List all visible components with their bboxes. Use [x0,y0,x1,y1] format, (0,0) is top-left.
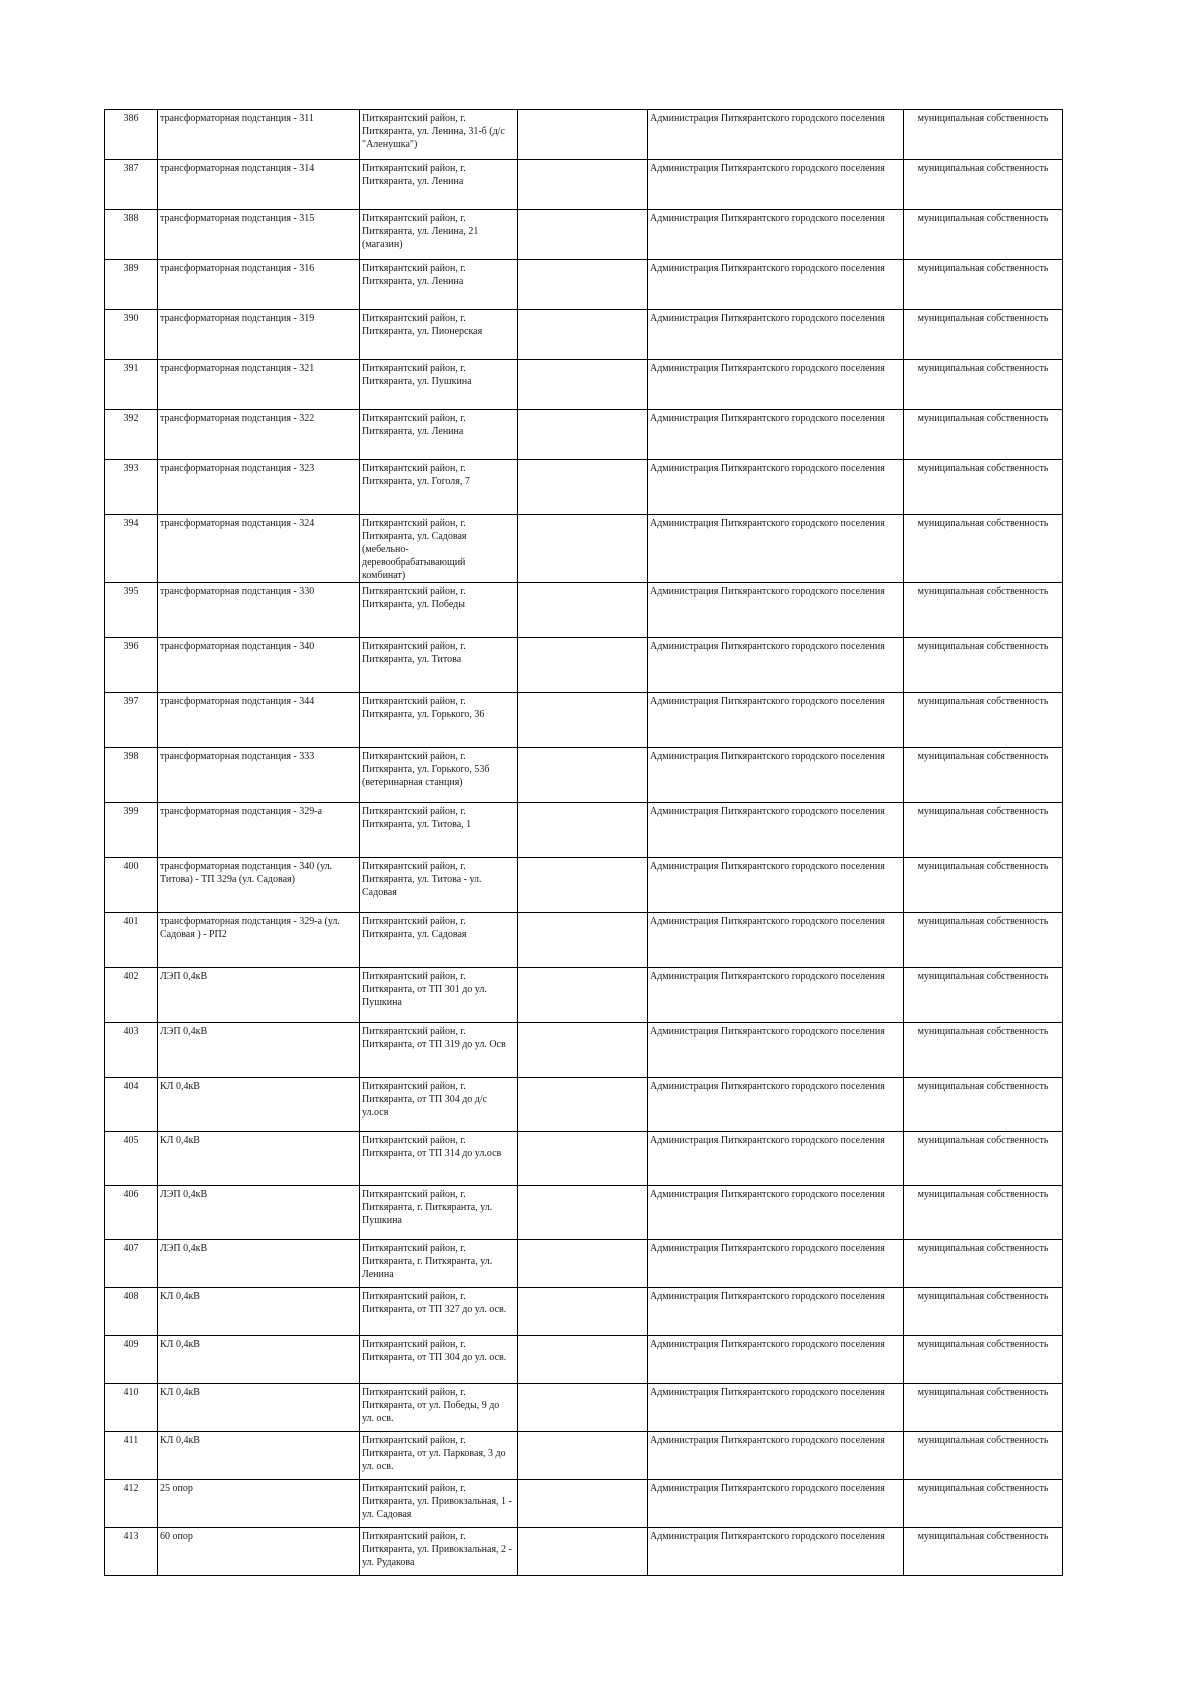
row-number-cell: 410 [105,1384,158,1432]
object-name-cell: ЛЭП 0,4кВ [158,968,360,1023]
characteristics-cell [518,360,648,410]
table-row [105,913,1063,968]
table-row [105,360,1063,410]
table-row [105,748,1063,803]
row-number-cell: 387 [105,160,158,210]
object-name-cell: 25 опор [158,1480,360,1528]
table-row [105,1023,1063,1078]
ownership-cell: муниципальная собственность [904,260,1063,310]
table-row [105,460,1063,515]
characteristics-cell [518,515,648,583]
address-cell: Питкярантский район, г. Питкяранта, ул. Пионерская [360,310,518,360]
holder-cell: Администрация Питкярантского городского поселения [648,858,904,913]
address-cell: Питкярантский район, г. Питкяранта, от ТП 304 до ул. осв. [360,1336,518,1384]
object-name-cell: ЛЭП 0,4кВ [158,1023,360,1078]
holder-cell: Администрация Питкярантского городского поселения [648,1240,904,1288]
characteristics-cell [518,858,648,913]
holder-cell: Администрация Питкярантского городского поселения [648,913,904,968]
ownership-cell: муниципальная собственность [904,583,1063,638]
ownership-cell: муниципальная собственность [904,858,1063,913]
characteristics-cell [518,260,648,310]
object-name-cell: трансформаторная подстанция - 329-а (ул. Садовая ) - РП2 [158,913,360,968]
characteristics-cell [518,1336,648,1384]
holder-cell: Администрация Питкярантского городского поселения [648,638,904,693]
address-cell: Питкярантский район, г. Питкяранта, ул. Ленина [360,410,518,460]
table-row [105,110,1063,160]
table-row [105,1336,1063,1384]
object-name-cell: трансформаторная подстанция - 330 [158,583,360,638]
ownership-cell: муниципальная собственность [904,968,1063,1023]
ownership-cell: муниципальная собственность [904,1432,1063,1480]
ownership-cell: муниципальная собственность [904,515,1063,583]
characteristics-cell [518,1186,648,1240]
ownership-cell: муниципальная собственность [904,360,1063,410]
ownership-cell: муниципальная собственность [904,110,1063,160]
address-cell: Питкярантский район, г. Питкяранта, г. Питкяранта, ул. Пушкина [360,1186,518,1240]
table-row [105,160,1063,210]
row-number-cell: 397 [105,693,158,748]
row-number-cell: 411 [105,1432,158,1480]
address-cell: Питкярантский район, г. Питкяранта, от ТП 319 до ул. Осв [360,1023,518,1078]
table-row [105,1240,1063,1288]
address-cell: Питкярантский район, г. Питкяранта, ул. Гоголя, 7 [360,460,518,515]
holder-cell: Администрация Питкярантского городского поселения [648,1186,904,1240]
row-number-cell: 404 [105,1078,158,1132]
row-number-cell: 398 [105,748,158,803]
address-cell: Питкярантский район, г. Питкяранта, от ул. Победы, 9 до ул. осв. [360,1384,518,1432]
address-cell: Питкярантский район, г. Питкяранта, от ТП 301 до ул. Пушкина [360,968,518,1023]
holder-cell: Администрация Питкярантского городского поселения [648,310,904,360]
characteristics-cell [518,913,648,968]
characteristics-cell [518,748,648,803]
holder-cell: Администрация Питкярантского городского поселения [648,803,904,858]
table-row [105,583,1063,638]
holder-cell: Администрация Питкярантского городского поселения [648,1480,904,1528]
holder-cell: Администрация Питкярантского городского поселения [648,1384,904,1432]
ownership-cell: муниципальная собственность [904,1132,1063,1186]
address-cell: Питкярантский район, г. Питкяранта, ул. Победы [360,583,518,638]
holder-cell: Администрация Питкярантского городского поселения [648,693,904,748]
table-row [105,1432,1063,1480]
table-row [105,1132,1063,1186]
holder-cell: Администрация Питкярантского городского поселения [648,1528,904,1576]
characteristics-cell [518,310,648,360]
address-cell: Питкярантский район, г. Питкяранта, г. Питкяранта, ул. Ленина [360,1240,518,1288]
object-name-cell: трансформаторная подстанция - 323 [158,460,360,515]
characteristics-cell [518,583,648,638]
characteristics-cell [518,1078,648,1132]
address-cell: Питкярантский район, г. Питкяранта, ул. Привокзальная, 2 - ул. Рудакова [360,1528,518,1576]
table-row [105,1078,1063,1132]
characteristics-cell [518,968,648,1023]
row-number-cell: 395 [105,583,158,638]
object-name-cell: КЛ 0,4кВ [158,1432,360,1480]
table-row [105,1528,1063,1576]
characteristics-cell [518,1132,648,1186]
holder-cell: Администрация Питкярантского городского поселения [648,968,904,1023]
table-row [105,515,1063,583]
ownership-cell: муниципальная собственность [904,1288,1063,1336]
row-number-cell: 396 [105,638,158,693]
characteristics-cell [518,1288,648,1336]
address-cell: Питкярантский район, г. Питкяранта, ул. Титова - ул. Садовая [360,858,518,913]
object-name-cell: трансформаторная подстанция - 321 [158,360,360,410]
row-number-cell: 400 [105,858,158,913]
address-cell: Питкярантский район, г. Питкяранта, ул. Ленина, 31-б (д/с "Аленушка") [360,110,518,160]
table-row [105,693,1063,748]
object-name-cell: КЛ 0,4кВ [158,1384,360,1432]
ownership-cell: муниципальная собственность [904,1336,1063,1384]
characteristics-cell [518,160,648,210]
address-cell: Питкярантский район, г. Питкяранта, ул. Титова, 1 [360,803,518,858]
holder-cell: Администрация Питкярантского городского поселения [648,583,904,638]
object-name-cell: трансформаторная подстанция - 311 [158,110,360,160]
object-name-cell: трансформаторная подстанция - 316 [158,260,360,310]
characteristics-cell [518,210,648,260]
holder-cell: Администрация Питкярантского городского поселения [648,1432,904,1480]
ownership-cell: муниципальная собственность [904,1240,1063,1288]
holder-cell: Администрация Питкярантского городского поселения [648,1023,904,1078]
address-cell: Питкярантский район, г. Питкяранта, ул. Ленина, 21 (магазин) [360,210,518,260]
ownership-cell: муниципальная собственность [904,460,1063,515]
ownership-cell: муниципальная собственность [904,210,1063,260]
address-cell: Питкярантский район, г. Питкяранта, ул. Горького, 36 [360,693,518,748]
table-row [105,410,1063,460]
table-row [105,638,1063,693]
row-number-cell: 403 [105,1023,158,1078]
row-number-cell: 401 [105,913,158,968]
registry-body [105,110,1063,1576]
address-cell: Питкярантский район, г. Питкяранта, ул. Горького, 53б (ветеринарная станция) [360,748,518,803]
ownership-cell: муниципальная собственность [904,803,1063,858]
row-number-cell: 389 [105,260,158,310]
address-cell: Питкярантский район, г. Питкяранта, от ТП 314 до ул.осв [360,1132,518,1186]
object-name-cell: трансформаторная подстанция - 333 [158,748,360,803]
ownership-cell: муниципальная собственность [904,638,1063,693]
characteristics-cell [518,803,648,858]
address-cell: Питкярантский район, г. Питкяранта, от ТП 304 до д/с ул.осв [360,1078,518,1132]
object-name-cell: трансформаторная подстанция - 340 (ул. Титова) - ТП 329а (ул. Садовая) [158,858,360,913]
table-row [105,1186,1063,1240]
table-row [105,310,1063,360]
table-row [105,1480,1063,1528]
characteristics-cell [518,460,648,515]
address-cell: Питкярантский район, г. Питкяранта, ул. Ленина [360,160,518,210]
characteristics-cell [518,410,648,460]
address-cell: Питкярантский район, г. Питкяранта, ул. Садовая [360,913,518,968]
holder-cell: Администрация Питкярантского городского поселения [648,460,904,515]
table-row [105,1384,1063,1432]
table-row [105,260,1063,310]
object-name-cell: КЛ 0,4кВ [158,1078,360,1132]
holder-cell: Администрация Питкярантского городского поселения [648,1078,904,1132]
holder-cell: Администрация Питкярантского городского поселения [648,360,904,410]
row-number-cell: 402 [105,968,158,1023]
ownership-cell: муниципальная собственность [904,160,1063,210]
characteristics-cell [518,1480,648,1528]
row-number-cell: 393 [105,460,158,515]
object-name-cell: трансформаторная подстанция - 329-а [158,803,360,858]
row-number-cell: 409 [105,1336,158,1384]
ownership-cell: муниципальная собственность [904,1186,1063,1240]
holder-cell: Администрация Питкярантского городского поселения [648,1132,904,1186]
property-registry-table [104,109,1063,1576]
holder-cell: Администрация Питкярантского городского поселения [648,260,904,310]
row-number-cell: 413 [105,1528,158,1576]
holder-cell: Администрация Питкярантского городского поселения [648,1288,904,1336]
ownership-cell: муниципальная собственность [904,748,1063,803]
holder-cell: Администрация Питкярантского городского поселения [648,110,904,160]
table-row [105,968,1063,1023]
address-cell: Питкярантский район, г. Питкяранта, ул. Ленина [360,260,518,310]
characteristics-cell [518,1240,648,1288]
row-number-cell: 392 [105,410,158,460]
characteristics-cell [518,1432,648,1480]
ownership-cell: муниципальная собственность [904,1078,1063,1132]
row-number-cell: 386 [105,110,158,160]
row-number-cell: 390 [105,310,158,360]
row-number-cell: 405 [105,1132,158,1186]
characteristics-cell [518,1528,648,1576]
table-row [105,858,1063,913]
holder-cell: Администрация Питкярантского городского поселения [648,410,904,460]
characteristics-cell [518,110,648,160]
object-name-cell: ЛЭП 0,4кВ [158,1240,360,1288]
object-name-cell: трансформаторная подстанция - 315 [158,210,360,260]
characteristics-cell [518,693,648,748]
address-cell: Питкярантский район, г. Питкяранта, ул. Титова [360,638,518,693]
holder-cell: Администрация Питкярантского городского поселения [648,1336,904,1384]
object-name-cell: трансформаторная подстанция - 319 [158,310,360,360]
ownership-cell: муниципальная собственность [904,1023,1063,1078]
table-row [105,803,1063,858]
address-cell: Питкярантский район, г. Питкяранта, ул. Привокзальная, 1 - ул. Садовая [360,1480,518,1528]
row-number-cell: 388 [105,210,158,260]
object-name-cell: трансформаторная подстанция - 314 [158,160,360,210]
ownership-cell: муниципальная собственность [904,410,1063,460]
holder-cell: Администрация Питкярантского городского поселения [648,210,904,260]
ownership-cell: муниципальная собственность [904,310,1063,360]
table-row [105,1288,1063,1336]
ownership-cell: муниципальная собственность [904,1528,1063,1576]
object-name-cell: КЛ 0,4кВ [158,1336,360,1384]
row-number-cell: 399 [105,803,158,858]
row-number-cell: 391 [105,360,158,410]
address-cell: Питкярантский район, г. Питкяранта, от ТП 327 до ул. осв. [360,1288,518,1336]
characteristics-cell [518,1023,648,1078]
characteristics-cell [518,638,648,693]
holder-cell: Администрация Питкярантского городского поселения [648,160,904,210]
object-name-cell: КЛ 0,4кВ [158,1132,360,1186]
row-number-cell: 412 [105,1480,158,1528]
address-cell: Питкярантский район, г. Питкяранта, ул. Садовая (мебельно- деревообрабатывающий комбинат) [360,515,518,583]
row-number-cell: 394 [105,515,158,583]
object-name-cell: 60 опор [158,1528,360,1576]
address-cell: Питкярантский район, г. Питкяранта, ул. Пушкина [360,360,518,410]
object-name-cell: трансформаторная подстанция - 344 [158,693,360,748]
characteristics-cell [518,1384,648,1432]
ownership-cell: муниципальная собственность [904,913,1063,968]
row-number-cell: 406 [105,1186,158,1240]
object-name-cell: трансформаторная подстанция - 322 [158,410,360,460]
row-number-cell: 408 [105,1288,158,1336]
object-name-cell: трансформаторная подстанция - 340 [158,638,360,693]
object-name-cell: ЛЭП 0,4кВ [158,1186,360,1240]
object-name-cell: КЛ 0,4кВ [158,1288,360,1336]
ownership-cell: муниципальная собственность [904,1384,1063,1432]
ownership-cell: муниципальная собственность [904,693,1063,748]
address-cell: Питкярантский район, г. Питкяранта, от ул. Парковая, 3 до ул. осв. [360,1432,518,1480]
table-row [105,210,1063,260]
row-number-cell: 407 [105,1240,158,1288]
object-name-cell: трансформаторная подстанция - 324 [158,515,360,583]
ownership-cell: муниципальная собственность [904,1480,1063,1528]
holder-cell: Администрация Питкярантского городского поселения [648,748,904,803]
holder-cell: Администрация Питкярантского городского поселения [648,515,904,583]
